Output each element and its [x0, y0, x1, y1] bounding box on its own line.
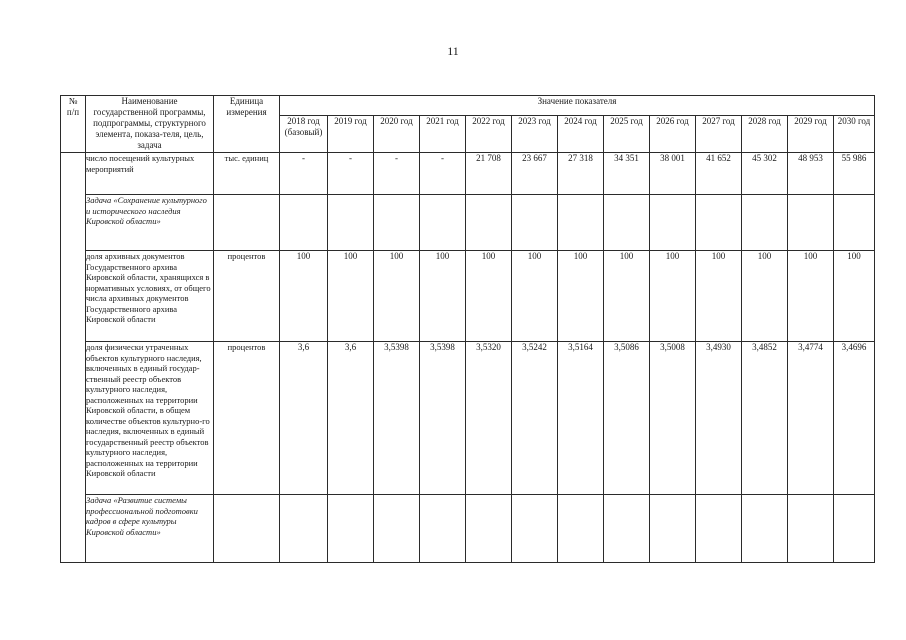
indicator-unit [214, 195, 280, 251]
value-cell: 45 302 [742, 153, 788, 195]
value-cell [466, 195, 512, 251]
value-cell [834, 195, 875, 251]
value-cell: 100 [466, 251, 512, 342]
value-cell [696, 195, 742, 251]
table-row [61, 153, 875, 195]
value-cell: 100 [512, 251, 558, 342]
header-year: 2019 год [328, 116, 374, 153]
value-cell [374, 195, 420, 251]
header-unit: Единица измерения [214, 96, 280, 153]
table-row [61, 195, 875, 251]
value-cell [280, 495, 328, 563]
value-cell [328, 495, 374, 563]
value-cell [466, 495, 512, 563]
value-cell: 100 [558, 251, 604, 342]
value-cell: 3,5164 [558, 342, 604, 495]
value-cell: 100 [696, 251, 742, 342]
value-cell: 3,5398 [420, 342, 466, 495]
task-name: Задача «Сохранение культурного и исторического наследия Кировской области» [86, 195, 214, 251]
value-cell: 100 [650, 251, 696, 342]
header-year: 2027 год [696, 116, 742, 153]
value-cell: 3,4852 [742, 342, 788, 495]
table-row [61, 251, 875, 342]
value-cell: 21 708 [466, 153, 512, 195]
value-cell [558, 195, 604, 251]
value-cell [788, 495, 834, 563]
value-cell [742, 195, 788, 251]
indicator-name: число посещений культурных мероприятий [86, 153, 214, 195]
value-cell [420, 495, 466, 563]
value-cell [604, 495, 650, 563]
value-cell: 3,6 [328, 342, 374, 495]
value-cell: 3,5320 [466, 342, 512, 495]
value-cell [280, 195, 328, 251]
value-cell: 100 [328, 251, 374, 342]
value-cell: 3,4774 [788, 342, 834, 495]
indicator-unit: процентов [214, 251, 280, 342]
value-cell: 55 986 [834, 153, 875, 195]
header-year: 2026 год [650, 116, 696, 153]
header-indicator-value: Значение показателя [280, 96, 875, 116]
value-cell: 48 953 [788, 153, 834, 195]
value-cell: 3,4696 [834, 342, 875, 495]
header-year: 2021 год [420, 116, 466, 153]
header-num: № п/п [61, 96, 86, 153]
value-cell: - [280, 153, 328, 195]
header-year: 2030 год [834, 116, 875, 153]
value-cell [604, 195, 650, 251]
value-cell: 3,4930 [696, 342, 742, 495]
value-cell [650, 195, 696, 251]
value-cell [558, 495, 604, 563]
value-cell [420, 195, 466, 251]
value-cell [788, 195, 834, 251]
header-year: 2028 год [742, 116, 788, 153]
indicator-name: доля архивных документов Государственного архива Кировской области, хранящихся в нормативных условиях, от общего числа архивных документов Государственного архива Кировской области [86, 251, 214, 342]
header-year: 2018 год (базовый) [280, 116, 328, 153]
value-cell: 100 [374, 251, 420, 342]
value-cell: 41 652 [696, 153, 742, 195]
indicator-unit: процентов [214, 342, 280, 495]
indicator-unit: тыс. единиц [214, 153, 280, 195]
value-cell [650, 495, 696, 563]
value-cell [696, 495, 742, 563]
indicator-unit [214, 495, 280, 563]
value-cell: 34 351 [604, 153, 650, 195]
header-name: Наименование государственной программы, подпрограммы, структурного элемента, показа-теля, цель, задача [86, 96, 214, 153]
value-cell: - [328, 153, 374, 195]
value-cell: 3,6 [280, 342, 328, 495]
header-year: 2020 год [374, 116, 420, 153]
value-cell [742, 495, 788, 563]
value-cell: 3,5086 [604, 342, 650, 495]
value-cell: - [420, 153, 466, 195]
value-cell [328, 195, 374, 251]
value-cell [512, 495, 558, 563]
table-row [61, 342, 875, 495]
value-cell: 3,5008 [650, 342, 696, 495]
header-year: 2023 год [512, 116, 558, 153]
indicator-name: доля физически утраченных объектов культурного наследия, включенных в единый государ-ственный реестр объектов культурного наследия, расположенных на территории Кировской области, в общем количестве объектов культурно-го наследия, включенных в единый государственный реестр объектов культурного наследия, расположенных на территории Кировской области [86, 342, 214, 495]
table-row [61, 495, 875, 563]
page-number: 11 [447, 44, 459, 58]
value-cell: 100 [788, 251, 834, 342]
task-name: Задача «Развитие системы профессиональной подготовки кадров в сфере культуры Кировской области» [86, 495, 214, 563]
value-cell: 100 [834, 251, 875, 342]
value-cell [834, 495, 875, 563]
value-cell: 3,5242 [512, 342, 558, 495]
value-cell: 38 001 [650, 153, 696, 195]
value-cell: 100 [280, 251, 328, 342]
header-year: 2025 год [604, 116, 650, 153]
value-cell: 3,5398 [374, 342, 420, 495]
header-year: 2024 год [558, 116, 604, 153]
value-cell [512, 195, 558, 251]
indicators-table [60, 95, 875, 563]
header-year: 2029 год [788, 116, 834, 153]
value-cell: 100 [420, 251, 466, 342]
value-cell: 100 [604, 251, 650, 342]
header-year: 2022 год [466, 116, 512, 153]
value-cell: - [374, 153, 420, 195]
value-cell: 23 667 [512, 153, 558, 195]
row-number-cell [61, 153, 86, 563]
value-cell: 27 318 [558, 153, 604, 195]
value-cell: 100 [742, 251, 788, 342]
value-cell [374, 495, 420, 563]
